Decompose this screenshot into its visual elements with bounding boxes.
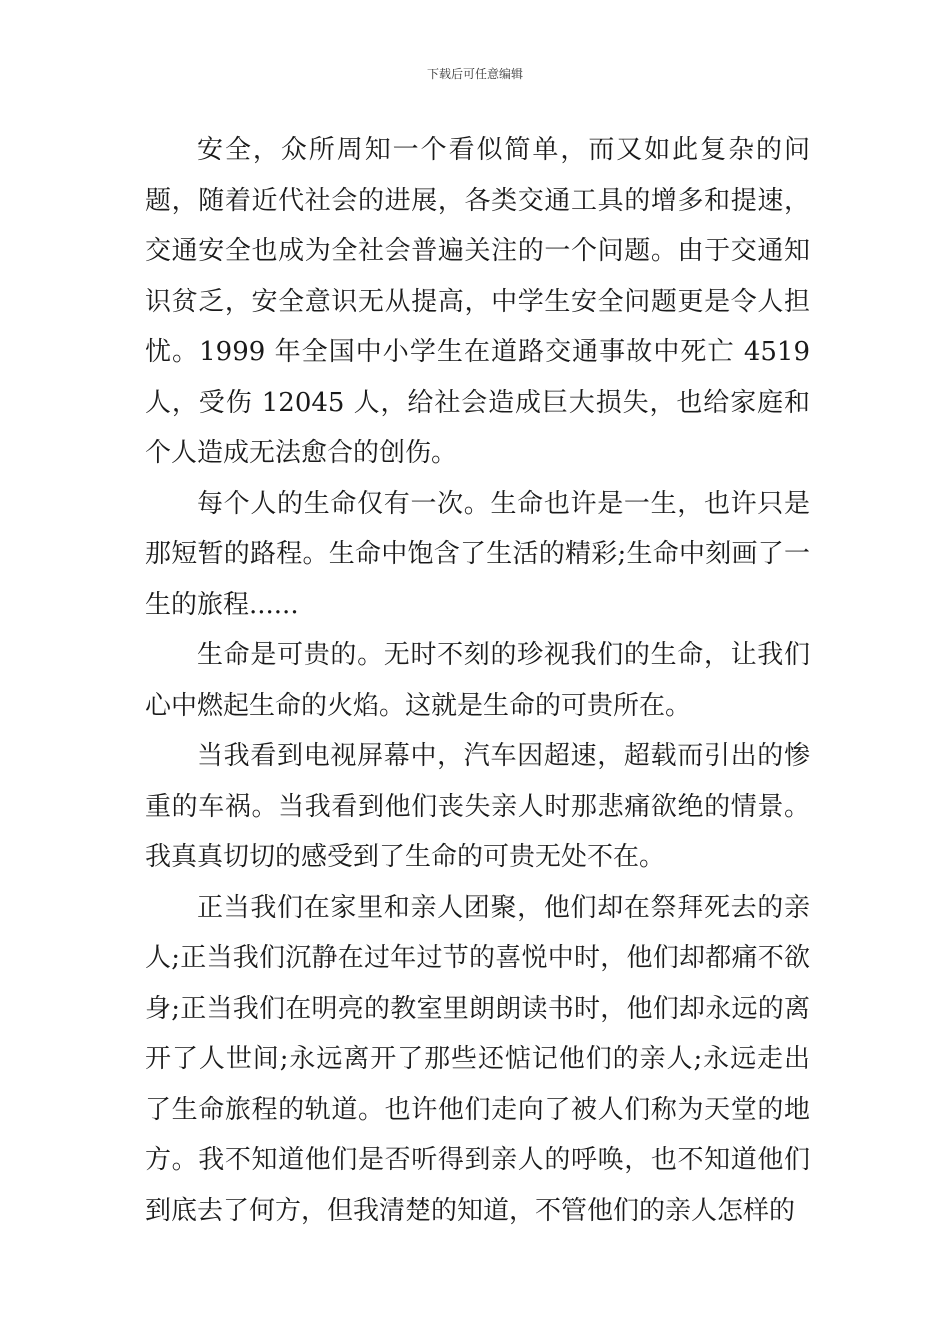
paragraph-traffic-safety: 安全，众所周知一个看似简单，而又如此复杂的问题，随着近代社会的进展，各类交通工具的增多和提速，交通安全也成为全社会普遍关注的一个问题。由于交通知识贫乏，安全意识无从提高，中学生安全问题更是令人担忧。1999 年全国中小学生在道路交通事故中死亡 4519 人，受伤 12045 人，给社会造成巨大损失，也给家庭和个人造成无法愈合的创伤。 <box>145 135 810 468</box>
paragraph-life-precious: 生命是可贵的。无时不刻的珍视我们的生命，让我们心中燃起生命的火焰。这就是生命的可贵所在。 <box>145 640 810 721</box>
page-header: 下载后可任意编辑 <box>426 67 523 81</box>
document-body <box>145 125 810 1236</box>
paragraph-lost-relatives: 正当我们在家里和亲人团聚，他们却在祭拜死去的亲人;正当我们沉静在过年过节的喜悦中时，他们却都痛不欲身;正当我们在明亮的教室里朗朗读书时，他们却永远的离开了人世间;永远离开了那些还惦记他们的亲人;永远走出了生命旅程的轨道。也许他们走向了被人们称为天堂的地方。我不知道他们是否听得到亲人的呼唤，也不知道他们到底去了何方，但我清楚的知道，不管他们的亲人怎样的 <box>145 892 810 1226</box>
paragraph-tv-accident: 当我看到电视屏幕中，汽车因超速，超载而引出的惨重的车祸。当我看到他们丧失亲人时那悲痛欲绝的情景。我真真切切的感受到了生命的可贵无处不在。 <box>145 741 810 872</box>
paragraph-life-once: 每个人的生命仅有一次。生命也许是一生，也许只是那短暂的路程。生命中饱含了生活的精彩;生命中刻画了一生的旅程...... <box>145 488 810 620</box>
